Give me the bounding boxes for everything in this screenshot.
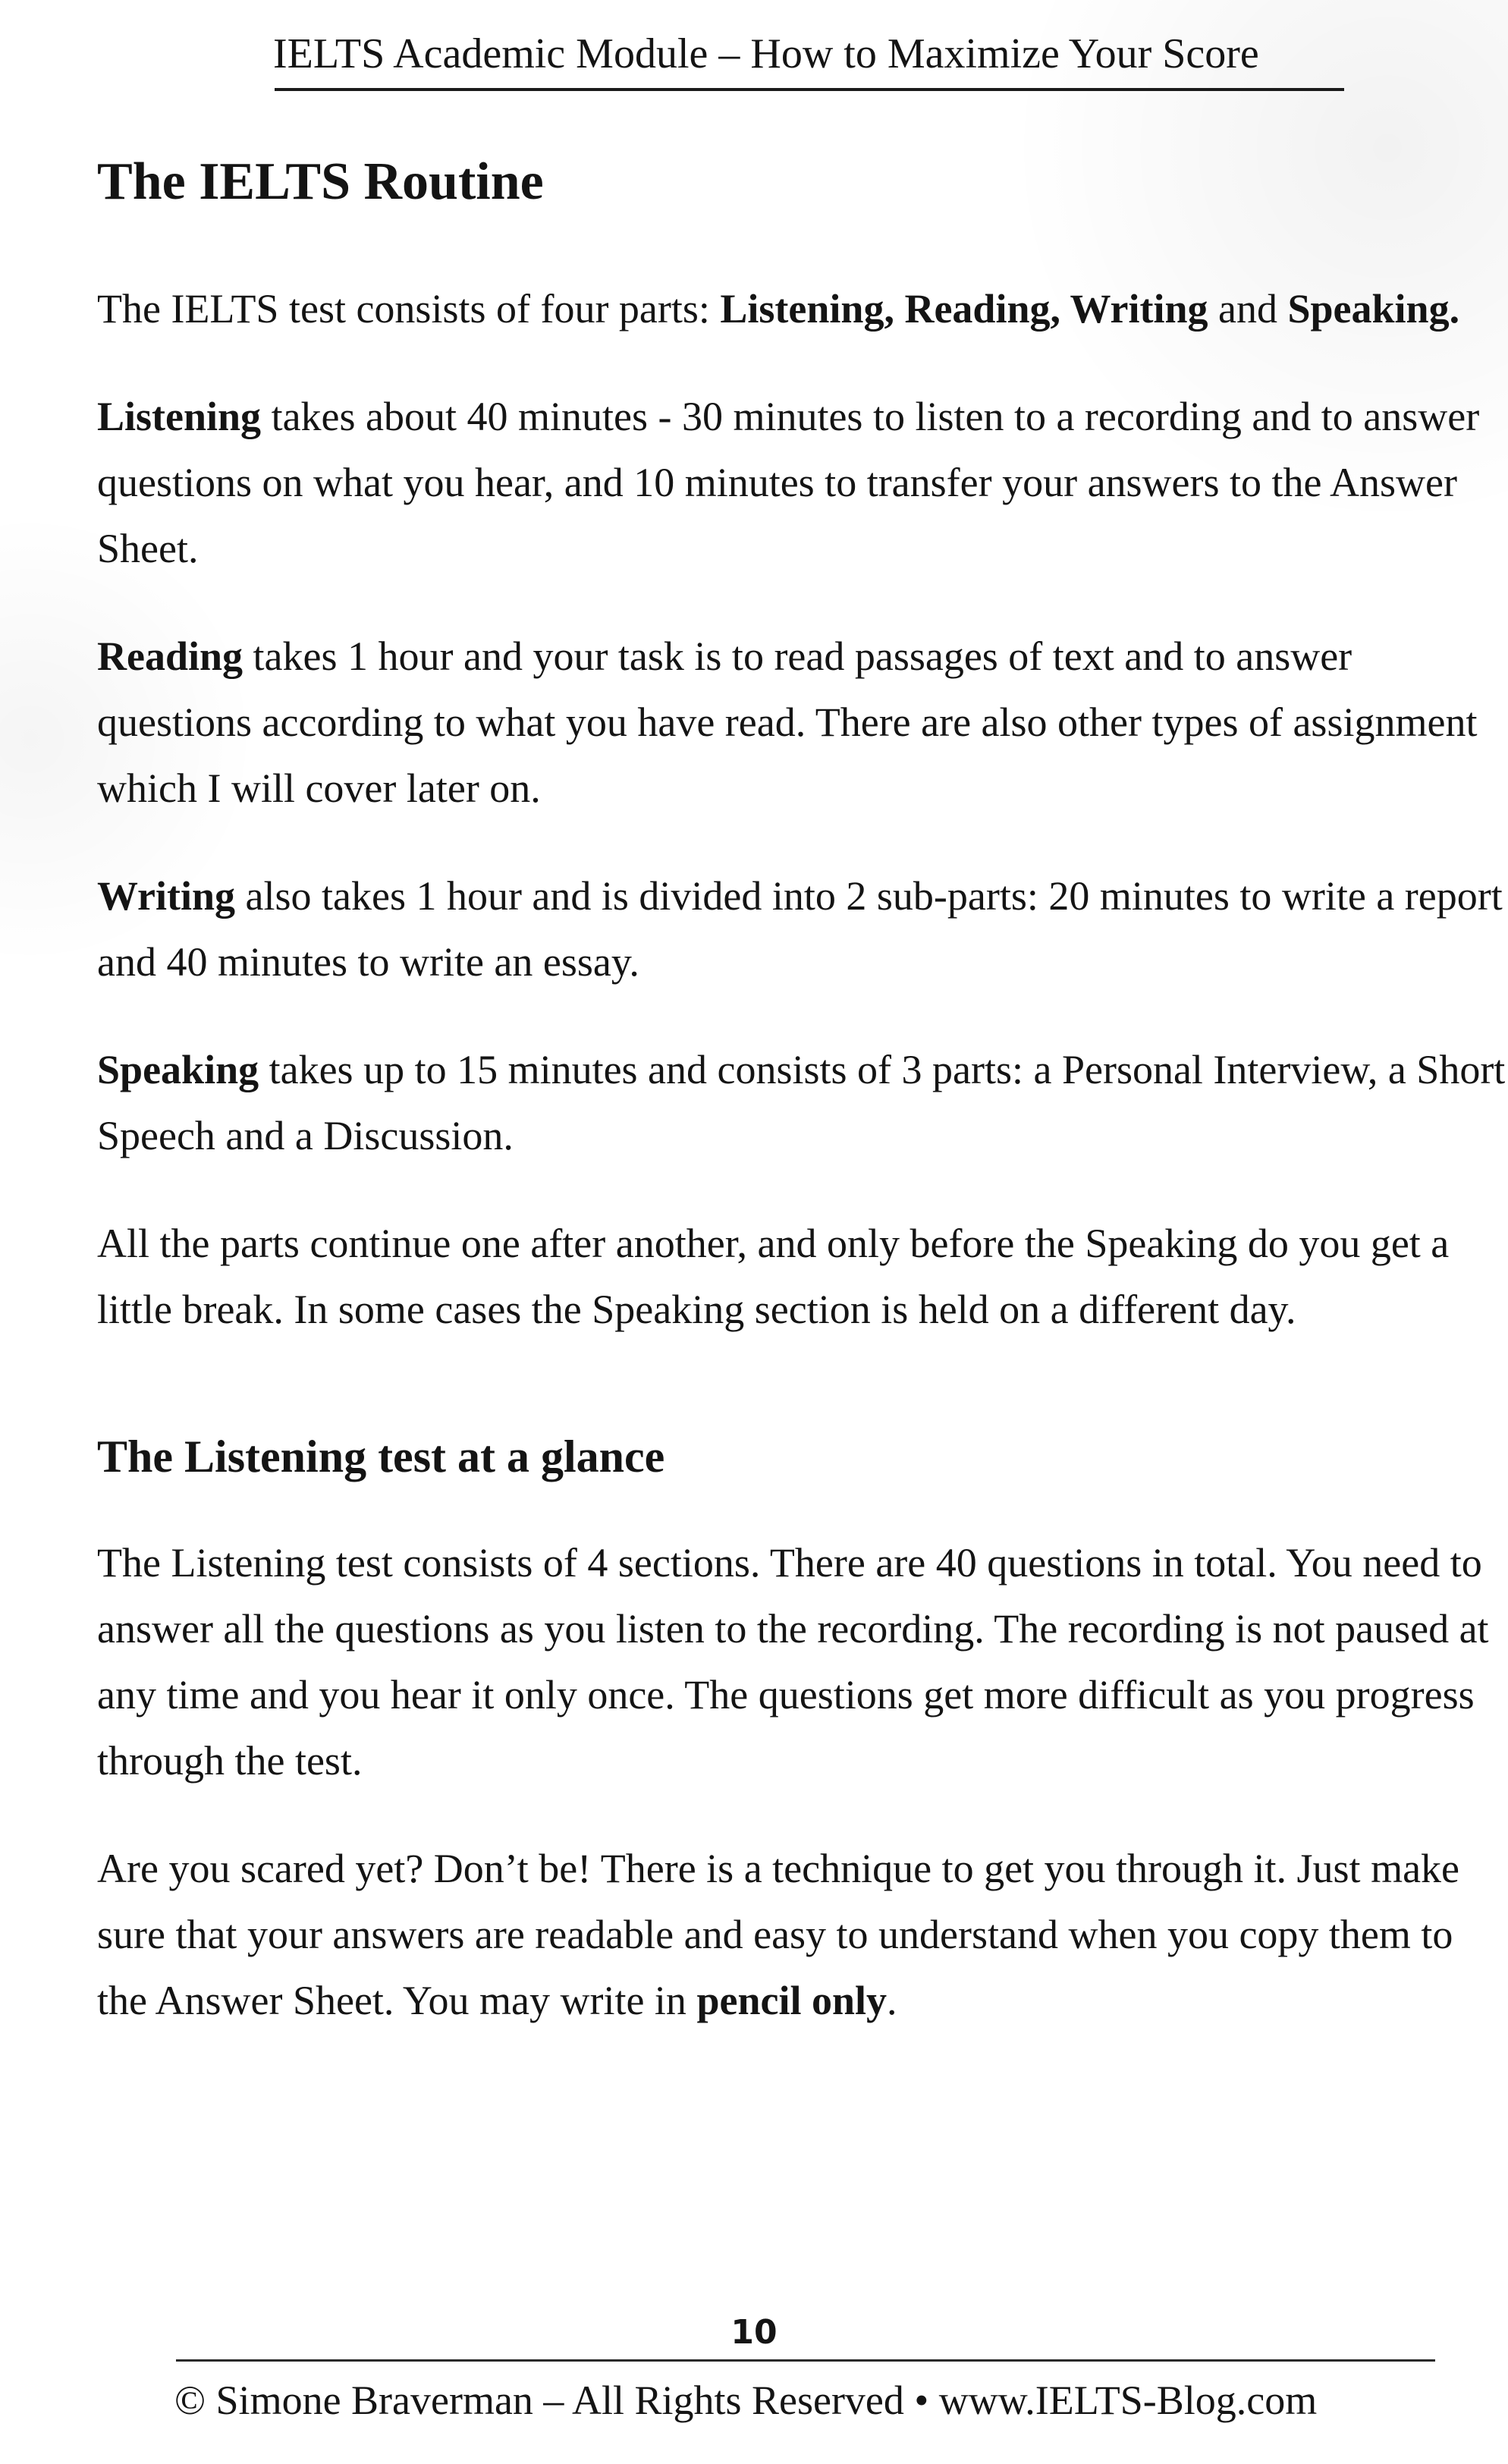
reading-paragraph: [97, 624, 1508, 822]
technique-tail: .: [886, 1978, 897, 2023]
section-title-ielts-routine: The IELTS Routine: [97, 152, 544, 211]
technique-text: Are you scared yet? Don’t be! There is a technique to get you through it. Just make sure that your answers are readable and easy to understand when you copy them to the Answer Sheet. You may write in: [97, 1846, 1460, 2023]
technique-paragraph: [97, 1836, 1508, 2034]
closing-paragraph: All the parts continue one after another, and only before the Speaking do you get a little break. In some cases the Speaking section is held on a different day.: [97, 1221, 1450, 1332]
reading-term: Reading: [97, 633, 243, 679]
speaking-text: takes up to 15 minutes and consists of 3 parts: a Personal Interview, a Short Speech and a Discussion.: [97, 1047, 1506, 1158]
running-header: IELTS Academic Module – How to Maximize Your Score: [273, 30, 1259, 77]
page-number: 10: [730, 2313, 778, 2352]
reading-text: takes 1 hour and your task is to read passages of text and to answer questions according to what you have read. There are also other types of assignment which I will cover later on.: [97, 633, 1478, 811]
writing-text: also takes 1 hour and is divided into 2 sub-parts: 20 minutes to write a report and 40 minutes to write an essay.: [97, 873, 1503, 985]
writing-paragraph: [97, 863, 1508, 995]
writing-term: Writing: [97, 873, 236, 919]
pencil-only-emphasis: pencil only: [696, 1978, 887, 2023]
intro-paragraph: [97, 276, 1508, 342]
intro-bold-speaking: Speaking.: [1287, 286, 1460, 332]
intro-text-and: and: [1208, 286, 1288, 332]
header-rule: [275, 88, 1344, 91]
footer-copyright: © Simone Braverman – All Rights Reserved • www.IELTS-Blog.com: [174, 2378, 1318, 2423]
listening-term: Listening: [97, 394, 262, 439]
intro-text: The IELTS test consists of four parts:: [97, 286, 721, 332]
listening-paragraph: [97, 384, 1508, 582]
intro-bold-parts: Listening, Reading, Writing: [720, 286, 1208, 332]
speaking-term: Speaking: [97, 1047, 259, 1092]
listening-text: takes about 40 minutes - 30 minutes to listen to a recording and to answer questions on what you hear, and 10 minutes to transfer your answers to the Answer Sheet.: [97, 394, 1480, 571]
section-title-listening-glance: The Listening test at a glance: [97, 1432, 665, 1482]
footer-rule: [176, 2359, 1435, 2362]
page-content: [97, 144, 1508, 2076]
listening-overview-paragraph: The Listening test consists of 4 sections. There are 40 questions in total. You need to answer all the questions as you listen to the recording. The recording is not paused at any time and you hear it only once. The questions get more difficult as you progress through the test.: [97, 1540, 1489, 1784]
speaking-paragraph: [97, 1037, 1508, 1169]
